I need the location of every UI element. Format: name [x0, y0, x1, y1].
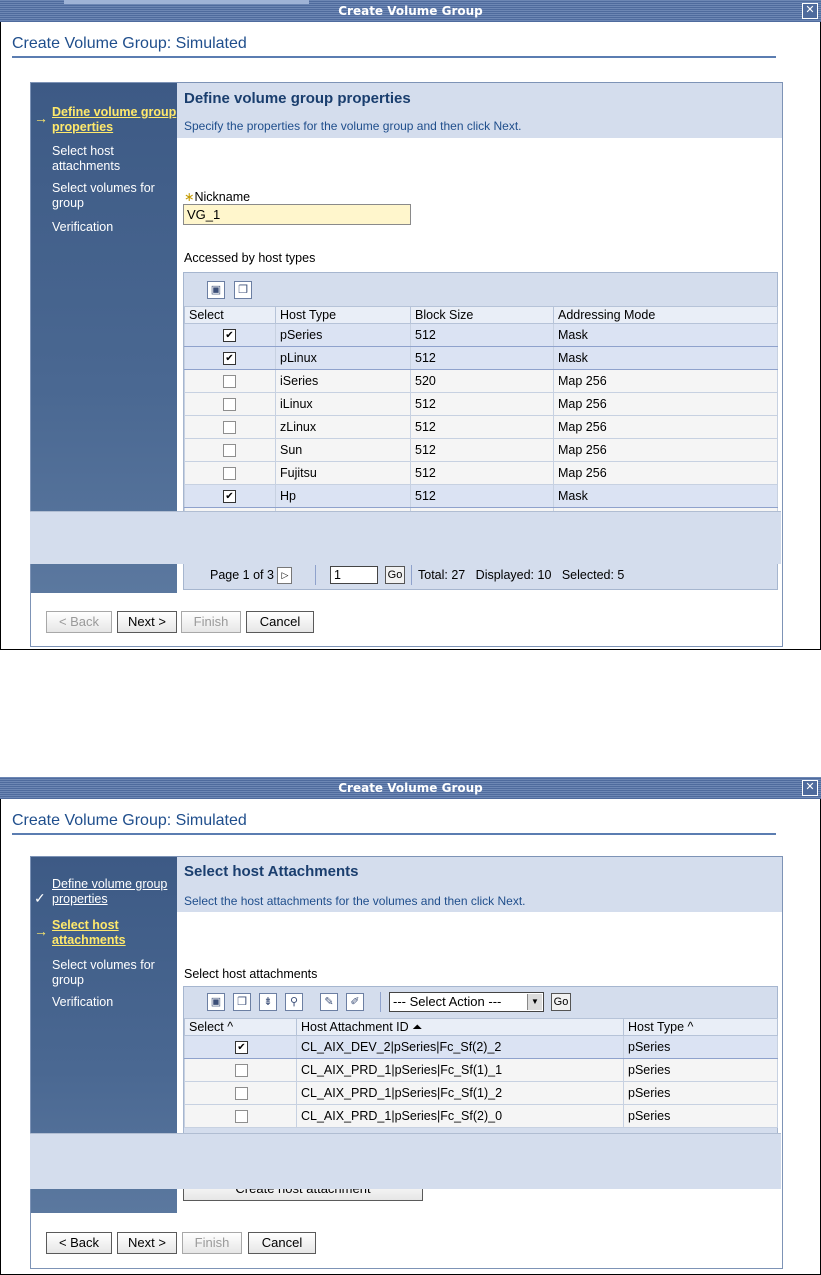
- select-action-dropdown[interactable]: [389, 992, 544, 1012]
- step-heading: Select host Attachments: [184, 863, 359, 880]
- toolbar-divider: [380, 992, 381, 1012]
- host-attachments-label: Select host attachments: [184, 967, 318, 981]
- nav-step-verification: Verification: [52, 220, 114, 234]
- close-icon[interactable]: ✕: [802, 780, 818, 796]
- cell-addressing-mode: Mask: [554, 485, 778, 508]
- cell-addressing-mode: Map 256: [554, 439, 778, 462]
- cell-block-size: 512: [411, 462, 554, 485]
- cell-block-size: 520: [411, 370, 554, 393]
- cancel-button[interactable]: Cancel: [248, 1232, 316, 1254]
- completed-step-check-icon: ✓: [34, 890, 46, 906]
- cell-addressing-mode: Map 256: [554, 462, 778, 485]
- nav-step-select-host-attachments[interactable]: Select host attachments: [52, 918, 126, 947]
- step-heading: Define volume group properties: [184, 90, 411, 107]
- cell-block-size: 512: [411, 324, 554, 347]
- row-checkbox[interactable]: ✔: [223, 352, 236, 365]
- nickname-input[interactable]: VG_1: [183, 204, 411, 225]
- host-types-label: Accessed by host types: [184, 251, 316, 265]
- row-checkbox[interactable]: ✔: [223, 329, 236, 342]
- row-checkbox[interactable]: ✔: [223, 490, 236, 503]
- cell-addressing-mode: Mask: [554, 324, 778, 347]
- table-row[interactable]: [185, 1105, 778, 1128]
- table-header-row: [185, 1019, 778, 1036]
- next-button[interactable]: Next >: [117, 611, 177, 633]
- cell-block-size: 512: [411, 416, 554, 439]
- title-divider: [12, 56, 776, 58]
- column-header-select: Select: [185, 307, 276, 324]
- cell-host-type: pLinux: [276, 347, 411, 370]
- row-checkbox[interactable]: ✔: [235, 1041, 248, 1054]
- deselect-all-icon[interactable]: ❐: [234, 281, 252, 299]
- window-title: Create Volume Group: [338, 4, 483, 18]
- step-instructions: Specify the properties for the volume group and then click Next.: [184, 119, 522, 133]
- edit-filter-icon[interactable]: ⚲: [285, 993, 303, 1011]
- action-go-button[interactable]: Go: [551, 993, 571, 1011]
- table-row[interactable]: [185, 347, 778, 370]
- nav-step-define-properties[interactable]: Define volume group properties: [52, 105, 177, 134]
- cell-block-size: 512: [411, 439, 554, 462]
- row-checkbox[interactable]: [235, 1064, 248, 1077]
- finish-button[interactable]: Finish: [182, 1232, 242, 1254]
- required-marker: ∗: [184, 190, 195, 204]
- chevron-down-icon[interactable]: ▼: [527, 994, 542, 1010]
- nav-step-select-host-attachments: Select host attachments: [52, 144, 121, 173]
- nickname-label-group: [184, 189, 250, 204]
- next-button[interactable]: Next >: [117, 1232, 177, 1254]
- cell-host-attachment-id: CL_AIX_PRD_1|pSeries|Fc_Sf(2)_0: [297, 1105, 624, 1128]
- table-header-row: [185, 307, 778, 324]
- nav-step-select-volumes: Select volumes for group: [52, 181, 155, 210]
- cell-block-size: 512: [411, 347, 554, 370]
- table-row[interactable]: [185, 439, 778, 462]
- next-page-icon[interactable]: ▷: [277, 567, 292, 584]
- column-header-host-attachment-id[interactable]: Host Attachment ID ⏶: [297, 1019, 624, 1036]
- step-instructions: Select the host attachments for the volumes and then click Next.: [184, 894, 526, 908]
- cell-block-size: 512: [411, 393, 554, 416]
- title-bar[interactable]: [0, 777, 821, 799]
- table-row[interactable]: [185, 485, 778, 508]
- table-row[interactable]: [185, 370, 778, 393]
- current-step-arrow-icon: →: [34, 923, 48, 939]
- table-row[interactable]: [185, 1059, 778, 1082]
- table-row[interactable]: [185, 462, 778, 485]
- column-header-host-type[interactable]: Host Type ^: [624, 1019, 778, 1036]
- nav-step-define-properties[interactable]: Define volume group properties: [52, 877, 168, 906]
- nav-step-select-volumes: Select volumes for group: [52, 958, 155, 987]
- cell-host-type: Sun: [276, 439, 411, 462]
- row-checkbox[interactable]: [223, 398, 236, 411]
- wizard-window-select-host-attachments: [0, 777, 821, 1275]
- cell-host-attachment-id: CL_AIX_DEV_2|pSeries|Fc_Sf(2)_2: [297, 1036, 624, 1059]
- row-checkbox[interactable]: [235, 1087, 248, 1100]
- current-step-arrow-icon: →: [34, 110, 48, 126]
- row-checkbox[interactable]: [223, 421, 236, 434]
- nav-step-verification: Verification: [52, 995, 114, 1009]
- title-bar-tab: [64, 0, 309, 4]
- row-checkbox[interactable]: [223, 444, 236, 457]
- select-action-value: --- Select Action ---: [393, 994, 502, 1009]
- cell-host-type: Fujitsu: [276, 462, 411, 485]
- cell-addressing-mode: Map 256: [554, 393, 778, 416]
- back-button[interactable]: < Back: [46, 611, 112, 633]
- page-title: Create Volume Group: Simulated: [12, 35, 247, 52]
- deselect-all-icon[interactable]: ❐: [233, 993, 251, 1011]
- finish-button[interactable]: Finish: [181, 611, 241, 633]
- cell-host-type: Hp: [276, 485, 411, 508]
- pager-divider: [315, 565, 316, 585]
- page-indicator: [210, 563, 292, 587]
- edit-sort-icon[interactable]: ✎: [320, 993, 338, 1011]
- column-header-block-size: Block Size: [411, 307, 554, 324]
- cell-host-type: pSeries: [624, 1036, 778, 1059]
- nickname-label: Nickname: [194, 190, 251, 204]
- cell-addressing-mode: Map 256: [554, 370, 778, 393]
- show-filter-row-icon[interactable]: ⇟: [259, 993, 277, 1011]
- table-row[interactable]: [185, 416, 778, 439]
- title-divider: [12, 833, 776, 835]
- table-row[interactable]: [185, 1082, 778, 1105]
- column-header-addressing-mode: Addressing Mode: [554, 307, 778, 324]
- cell-host-type: iSeries: [276, 370, 411, 393]
- wizard-footer: [30, 1133, 781, 1189]
- cell-block-size: 512: [411, 485, 554, 508]
- cell-host-attachment-id: CL_AIX_PRD_1|pSeries|Fc_Sf(1)_2: [297, 1082, 624, 1105]
- step-header: [177, 83, 782, 138]
- row-checkbox[interactable]: [235, 1110, 248, 1123]
- cell-addressing-mode: Mask: [554, 347, 778, 370]
- cancel-button[interactable]: Cancel: [246, 611, 314, 633]
- table-row[interactable]: [185, 393, 778, 416]
- page-title: Create Volume Group: Simulated: [12, 812, 247, 829]
- cell-host-type: pSeries: [624, 1105, 778, 1128]
- close-icon[interactable]: ✕: [802, 3, 818, 19]
- select-all-icon[interactable]: ▣: [207, 993, 225, 1011]
- table-row[interactable]: [185, 1036, 778, 1059]
- cell-host-type: pSeries: [624, 1082, 778, 1105]
- back-button[interactable]: < Back: [46, 1232, 112, 1254]
- table-pager: [184, 563, 777, 587]
- row-checkbox[interactable]: [223, 467, 236, 480]
- page-indicator-text: Page 1 of 3: [210, 568, 274, 582]
- column-header-select[interactable]: Select ^: [185, 1019, 297, 1036]
- row-checkbox[interactable]: [223, 375, 236, 388]
- pager-divider: [411, 565, 412, 585]
- cell-host-type: pSeries: [276, 324, 411, 347]
- column-header-host-type: Host Type: [276, 307, 411, 324]
- page-go-button[interactable]: Go: [385, 566, 405, 584]
- cell-addressing-mode: Map 256: [554, 416, 778, 439]
- title-bar[interactable]: [0, 0, 821, 22]
- window-title: Create Volume Group: [338, 781, 483, 795]
- cell-host-type: pSeries: [624, 1059, 778, 1082]
- select-all-icon[interactable]: ▣: [207, 281, 225, 299]
- host-attachments-table: [184, 1018, 778, 1128]
- clear-sort-icon[interactable]: ✐: [346, 993, 364, 1011]
- wizard-footer: [30, 511, 781, 564]
- cell-host-type: zLinux: [276, 416, 411, 439]
- cell-host-type: iLinux: [276, 393, 411, 416]
- step-header: [177, 857, 782, 912]
- cell-host-attachment-id: CL_AIX_PRD_1|pSeries|Fc_Sf(1)_1: [297, 1059, 624, 1082]
- table-row[interactable]: [185, 324, 778, 347]
- table-summary: Total: 27 Displayed: 10 Selected: 5: [418, 568, 625, 582]
- page-number-input[interactable]: 1: [330, 566, 378, 584]
